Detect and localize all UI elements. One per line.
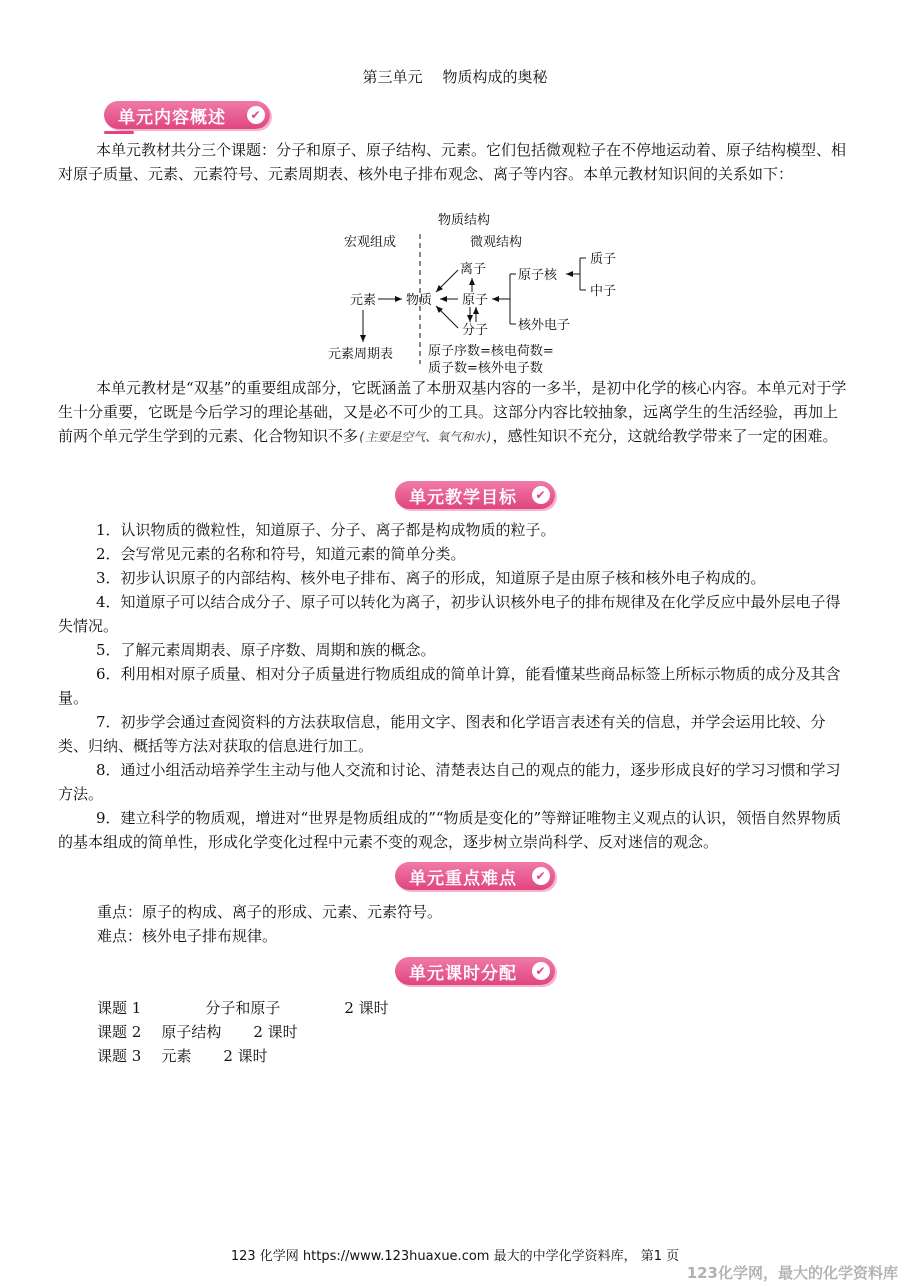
goal-item: 8．通过小组活动培养学生主动与他人交流和讨论、清楚表达自己的观点的能力，逐步形成良好的学习习惯和学习方法。	[58, 761, 841, 803]
schedule-row	[97, 996, 389, 1020]
check-icon: ✔	[532, 486, 550, 504]
arrow-molecule-substance	[436, 306, 458, 328]
diagram-electrons: 核外电子	[518, 318, 571, 333]
page-footer: 123 化学网 https://www.123huaxue.com 最大的中学化学资料库， 第1 页	[230, 1249, 680, 1264]
diagram-element: 元素	[350, 293, 377, 308]
diagram-ion: 离子	[460, 262, 487, 277]
check-icon: ✔	[532, 867, 550, 885]
diagram-equation-1: 原子序数=核电荷数=	[428, 344, 554, 359]
schedule-name: 分子和原子	[205, 999, 281, 1017]
goal-item: 2．会写常见元素的名称和符号，知道元素的简单分类。	[96, 545, 466, 563]
section-badge-key-points	[395, 862, 555, 890]
goal-item: 7．初步学会通过查阅资料的方法获取信息，能用文字、图表和化学语言表述有关的信息，并学会运用比较、分类、归纳、概括等方法对获取的信息进行加工。	[58, 713, 826, 755]
diagram-substance: 物质	[406, 293, 433, 308]
diagram-equation-2: 质子数=核外电子数	[428, 361, 543, 376]
section-title-schedule: 单元课时分配	[409, 963, 517, 984]
section-title-key-points: 单元重点难点	[409, 868, 517, 889]
schedule-hours: 2 课时	[344, 999, 389, 1017]
overview-text-b: ，感性知识不充分，这就给教学带来了一定的困难。	[492, 427, 838, 445]
schedule-hours: 2 课时	[223, 1047, 268, 1065]
overview-text-a: 本单元教材是“双基”的重要组成部分，它既涵盖了本册双基内容的一多半，是初中化学的核心内容。本单元对于学生十分重要，它既是今后学习的理论基础，又是必不可少的工具。这部分内容比较抽象，远离学生的生活经验，再加上前两个单元学生学到的元素、化合物知识不多	[58, 379, 847, 445]
schedule-name: 元素	[161, 1047, 192, 1065]
overview-paragraph-2	[58, 376, 848, 449]
schedule-hours: 2 课时	[253, 1023, 298, 1041]
structure-diagram	[320, 206, 630, 378]
schedule-lesson: 课题 1	[97, 999, 142, 1017]
overview-paragraph-1: 本单元教材共分三个课题：分子和原子、原子结构、元素。它们包括微观粒子在不停地运动着、原子结构模型、相对原子质量、元素、元素符号、元素周期表、核外电子排布观念、离子等内容。本单元教材知识间的关系如下：	[58, 141, 847, 183]
page-title	[0, 66, 910, 87]
diagram-proton: 质子	[590, 252, 617, 267]
arrow-ion-substance	[436, 270, 458, 292]
schedule-lesson: 课题 2	[97, 1023, 142, 1041]
section-title-overview: 单元内容概述	[118, 107, 226, 128]
section-title-goals: 单元教学目标	[409, 487, 517, 508]
diagram-molecule: 分子	[462, 323, 489, 338]
goal-item: 1．认识物质的微粒性，知道原子、分子、离子都是构成物质的粒子。	[96, 521, 556, 539]
diagram-macro-label: 宏观组成	[344, 235, 397, 250]
key-difficulty: 难点：核外电子排布规律。	[97, 927, 278, 945]
diagram-neutron: 中子	[590, 284, 617, 299]
diagram-nucleus: 原子核	[518, 268, 558, 283]
section-badge-goals	[395, 481, 555, 509]
goal-item: 4．知道原子可以结合成分子、原子可以转化为离子，初步认识核外电子的排布规律及在化学反应中最外层电子得失情况。	[58, 593, 841, 635]
schedule-row	[97, 1020, 298, 1044]
goal-item: 3．初步认识原子的内部结构、核外电子排布、离子的形成，知道原子是由原子核和核外电子构成的。	[96, 569, 766, 587]
diagram-micro-label: 微观结构	[470, 235, 523, 250]
schedule-row	[97, 1044, 268, 1068]
goal-item: 5．了解元素周期表、原子序数、周期和族的概念。	[96, 641, 436, 659]
diagram-title: 物质结构	[438, 213, 491, 228]
unit-topic: 物质构成的奥秘	[442, 68, 548, 86]
section-badge-overview	[104, 101, 270, 129]
schedule-lesson: 课题 3	[97, 1047, 142, 1065]
section-badge-schedule	[395, 957, 555, 985]
check-icon: ✔	[247, 106, 265, 124]
check-icon: ✔	[532, 962, 550, 980]
diagram-atom: 原子	[462, 293, 489, 308]
schedule-name: 原子结构	[161, 1023, 222, 1041]
unit-label: 第三单元	[362, 68, 423, 86]
key-focus: 重点：原子的构成、离子的形成、元素、元素符号。	[97, 903, 443, 921]
diagram-periodic-table: 元素周期表	[328, 347, 394, 362]
goal-item: 6．利用相对原子质量、相对分子质量进行物质组成的简单计算，能看懂某些商品标签上所标示物质的成分及其含量。	[58, 665, 841, 707]
handwritten-note: (主要是空气、氧气和水)	[358, 430, 493, 444]
goal-item: 9．建立科学的物质观，增进对“世界是物质组成的”“物质是变化的”等辩证唯物主义观点的认识，领悟自然界物质的基本组成的简单性，形成化学变化过程中元素不变的观念，逐步树立崇尚科学、反对迷信的观念。	[58, 809, 842, 851]
watermark: 123化学网，最大的化学资料库	[686, 1264, 898, 1282]
badge-underline	[104, 131, 134, 134]
